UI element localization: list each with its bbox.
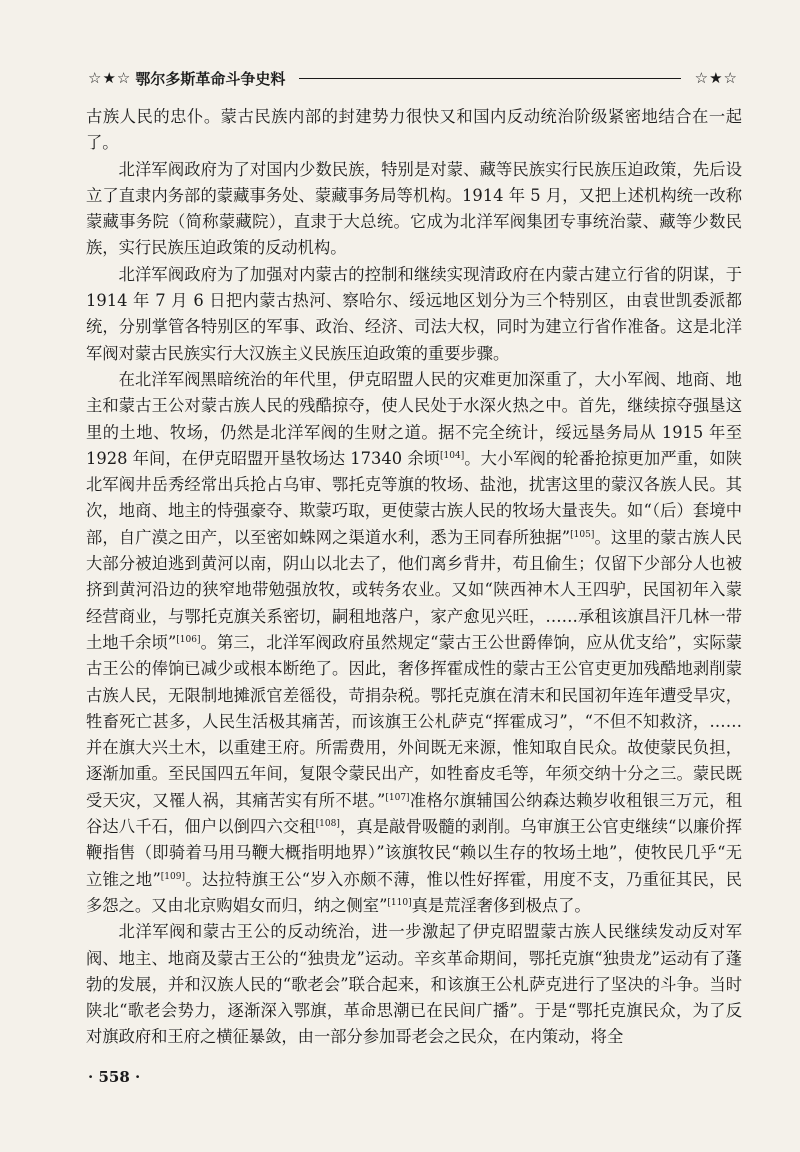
paragraph xyxy=(86,367,742,919)
citation-ref: [108] xyxy=(315,819,340,830)
paragraph-text: 。达拉特旗王公“岁入亦颇不薄，惟以性好挥霍，用度不支，乃重征其民，民多怨之。又由北京购娼女而归，纳之侧室” xyxy=(86,869,743,915)
running-header xyxy=(88,66,738,90)
paragraph xyxy=(86,919,742,1050)
paragraph xyxy=(86,157,742,262)
paragraph-text: 真是荒淫奢侈到极点了。 xyxy=(411,895,591,915)
citation-ref: [110] xyxy=(387,897,412,908)
paragraph-text: 北洋军阀政府为了加强对内蒙古的控制和继续实现清政府在内蒙古建立行省的阴谋，于 1914 年 7 月 6 日把内蒙古热河、察哈尔、绥远地区划分为三个特别区，由袁世凯委派都统，分别掌管各特别区的军事、政治、经济、司法大权，同时为建立行省作准备。这是北洋军阀对蒙古民族实行大汉族主义民族压迫政策的重要步骤。 xyxy=(86,264,742,363)
citation-ref: [109] xyxy=(160,871,185,882)
stars-left-icon: ☆★☆ xyxy=(88,69,132,87)
paragraph xyxy=(86,104,742,157)
paragraph-text: 准格尔旗辅国公纳森达赖岁收租银三万元，租谷达八千石，佃户以倒四六交租 xyxy=(86,790,742,837)
paragraph-text: 。第三，北洋军阀政府虽然规定“蒙古王公世爵俸饷，应从优支给”，实际蒙古王公的俸饷已减少或根本断绝了。因此，奢侈挥霍成性的蒙古王公官吏更加残酷地剥削蒙古族人民，无限制地摊派官差徭役，苛捐杂税。鄂托克旗在清末和民国初年连年遭受旱灾，牲畜死亡甚多，人民生活极其痛苦，而该旗王公札萨克“挥霍成习”，“不但不知救济，……并在旗大兴土木，以重建王府。所需费用，外间既无来源，惟知取自民众。故使蒙民负担，逐渐加重。至民国四五年间，复限令蒙民出产，如牲畜皮毛等，年须交纳十分之三。蒙民既受天灾，又罹人祸，其痛苦实有所不堪。” xyxy=(86,632,742,810)
paragraph-text: 。大小军阀的轮番抢掠更加严重，如陕北军阀井岳秀经常出兵抢占乌审、鄂托克等旗的牧场、盐池，扰害这里的蒙汉各族人民。其次，地商、地主的恃强豪夺、欺蒙巧取，更使蒙古族人民的牧场大量丧失。如“（后）套境中部，自广漠之田产，以至密如蛛网之渠道水利，悉为王同春所独据” xyxy=(86,448,742,547)
body-text xyxy=(86,104,742,1051)
paragraph-text: 北洋军阀和蒙古王公的反动统治，进一步激起了伊克昭盟蒙古族人民继续发动反对军阀、地主、地商及蒙古王公的“独贵龙”运动。辛亥革命期间，鄂托克旗“独贵龙”运动有了蓬勃的发展，并和汉族人民的“歌老会”联合起来，和该旗王公札萨克进行了坚决的斗争。当时陕北“歌老会势力，逐渐深入鄂旗，革命思潮已在民间广播”。于是“鄂托克旗民众，为了反对旗政府和王府之横征暴敛，由一部分参加哥老会之民众，在内策动，将全 xyxy=(86,922,742,1047)
paragraph xyxy=(86,262,742,367)
citation-ref: [106] xyxy=(176,634,201,645)
header-rule xyxy=(299,78,680,79)
page-number: · 558 · xyxy=(88,1068,141,1086)
paragraph-text: 古族人民的忠仆。蒙古民族内部的封建势力很快又和国内反动统治阶级紧密地结合在一起了。 xyxy=(86,107,742,153)
paragraph-text: 在北洋军阀黑暗统治的年代里，伊克昭盟人民的灾难更加深重了，大小军阀、地商、地主和蒙古王公对蒙古族人民的残酷掠夺，使人民处于水深火热之中。首先，继续掠夺强垦这里的土地、牧场，仍然是北洋军阀的生财之道。据不完全统计，绥远垦务局从 1915 年至 1928 年间，在伊克昭盟开垦牧场达 17340 余顷 xyxy=(86,369,742,468)
citation-ref: [104] xyxy=(440,450,465,461)
paragraph-text: 。这里的蒙古族人民大部分被迫逃到黄河以南，阴山以北去了，他们离乡背井，苟且偷生；仅留下少部分人也被挤到黄河沿边的狭窄地带勉强放牧，或转务农业。又如“陕西神木人王四驴，民国初年入蒙经营商业，与鄂托克旗关系密切，嗣租地落户，家产愈见兴旺，……承租该旗昌汗几林一带土地千余顷” xyxy=(86,527,742,652)
paragraph-text: ，真是敲骨吸髓的剥削。乌审旗王公官吏继续“以廉价挥鞭指售（即骑着马用马鞭大概指明地界）”该旗牧民“赖以生存的牧场土地”，使牧民几乎“无立锥之地” xyxy=(86,817,742,889)
book-title: 鄂尔多斯革命斗争史料 xyxy=(135,69,286,88)
paragraph-text: 北洋军阀政府为了对国内少数民族，特别是对蒙、藏等民族实行民族压迫政策，先后设立了直隶内务部的蒙藏事务处、蒙藏事务局等机构。1914 年 5 月，又把上述机构统一改称蒙藏事务院（简称蒙藏院），直隶于大总统。它成为北洋军阀集团专事统治蒙、藏等少数民族，实行民族压迫政策的反动机构。 xyxy=(86,159,742,258)
citation-ref: [107] xyxy=(385,792,410,803)
citation-ref: [105] xyxy=(570,529,595,540)
stars-right-icon: ☆★☆ xyxy=(694,69,738,87)
